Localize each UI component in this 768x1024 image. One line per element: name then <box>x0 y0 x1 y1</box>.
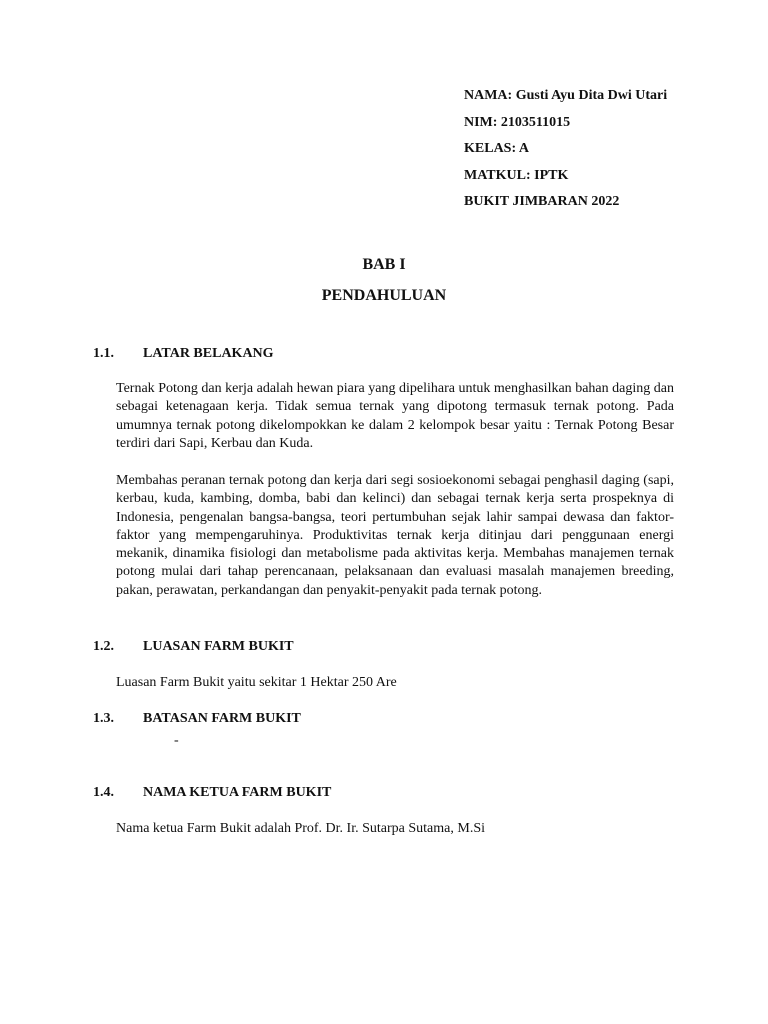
course-name: MATKUL: IPTK <box>464 167 569 183</box>
place-year: BUKIT JIMBARAN 2022 <box>464 194 620 209</box>
chapter-number: BAB I <box>362 256 406 273</box>
section-heading-latar-belakang <box>93 345 274 362</box>
section-title: BATASAN FARM BUKIT <box>143 711 301 726</box>
student-nim: NIM: 2103511015 <box>464 114 571 130</box>
section-title: LATAR BELAKANG <box>143 346 274 361</box>
section-title: LUASAN FARM BUKIT <box>143 639 294 654</box>
student-class: KELAS: A <box>464 141 529 156</box>
section-heading-batasan-farm <box>93 710 301 727</box>
student-name: NAMA: Gusti Ayu Dita Dwi Utari <box>464 88 668 103</box>
section-paragraph: Luasan Farm Bukit yaitu sekitar 1 Hektar 250 Are <box>116 675 397 690</box>
section-paragraph: Nama ketua Farm Bukit adalah Prof. Dr. Ir. Sutarpa Sutama, M.Si <box>116 821 485 836</box>
student-identity-block <box>464 87 754 220</box>
section-paragraph: Membahas peranan ternak potong dan kerja dari segi sosioekonomi sebagai penghasil daging (sapi, kerbau, kuda, kambing, domba, babi dan kelinci) dan sebagai ternak kerja serta prospeknya di Indonesia, pengenalan bangsa-bangsa, teori pertumbuhan sejak lahir sampai dewasa dan faktor-faktor yang mempengaruhinya. Produktivitas ternak kerja ditinjau dari penggunaan energi mekanik, dinamika fisiologi dan metabolisme pada aktivitas kerja. Membahas manajemen ternak potong mulai dari tahap perencanaan, pelaksanaan dan evaluasi masalah manajemen breeding, pakan, perawatan, perkandangan dan penyakit-penyakit pada ternak potong. <box>116 473 674 598</box>
section-title: NAMA KETUA FARM BUKIT <box>143 785 332 800</box>
section-number: 1.2. <box>93 639 114 654</box>
section-heading-ketua-farm <box>93 784 331 801</box>
section-number: 1.4. <box>93 785 114 800</box>
section-number: 1.1. <box>93 346 114 361</box>
section-paragraph: Ternak Potong dan kerja adalah hewan piara yang dipelihara untuk menghasilkan bahan daging dan sebagai ketenagaan kerja. Tidak semua ternak yang dipotong termasuk ternak potong. Pada umumnya ternak potong dikelompokkan ke dalam 2 kelompok besar yaitu : Ternak Potong Besar terdiri dari Sapi, Kerbau dan Kuda. <box>116 381 674 451</box>
section-number: 1.3. <box>93 711 114 726</box>
empty-content-dash: - <box>174 733 179 748</box>
chapter-title: PENDAHULUAN <box>321 287 447 304</box>
section-heading-luasan-farm <box>93 638 294 655</box>
